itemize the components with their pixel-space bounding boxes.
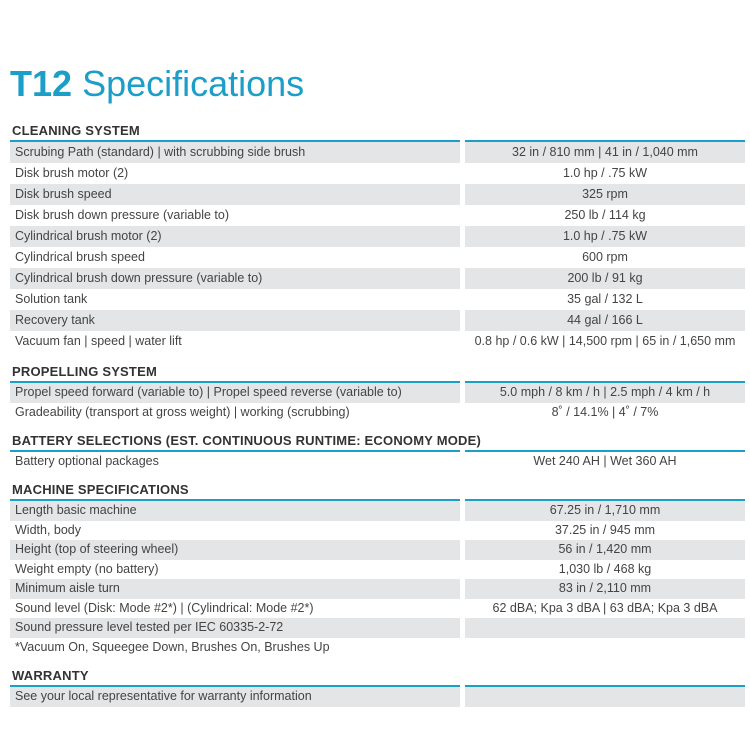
spec-value: [465, 638, 745, 658]
page-title: [10, 62, 304, 106]
spec-label: Disk brush down pressure (variable to): [15, 208, 229, 222]
spec-row: [10, 618, 745, 638]
spec-row: [10, 579, 745, 599]
section-heading: PROPELLING SYSTEM: [12, 364, 157, 379]
spec-row: [10, 226, 745, 247]
spec-label: Disk brush speed: [10, 184, 460, 205]
spec-row: [10, 247, 745, 268]
section-propelling-system: [10, 364, 745, 422]
spec-row: [10, 331, 745, 352]
spec-label: Length basic machine: [10, 501, 460, 521]
spec-row: [10, 289, 745, 310]
spec-row: [10, 599, 745, 619]
spec-value: [465, 687, 745, 707]
section-heading: WARRANTY: [12, 668, 89, 683]
spec-value: 56 in / 1,420 mm: [465, 540, 745, 560]
spec-row: [10, 501, 745, 521]
spec-row: [10, 383, 745, 403]
section-cleaning-system: [10, 123, 745, 352]
section-heading: CLEANING SYSTEM: [12, 123, 140, 138]
section-warranty: [10, 668, 745, 707]
spec-value: 200 lb / 91 kg: [465, 268, 745, 289]
spec-row: [10, 268, 745, 289]
spec-row: [10, 687, 745, 707]
section-battery-selections: [10, 433, 745, 472]
spec-row: [10, 403, 745, 423]
spec-row: [10, 521, 745, 541]
spec-row: [10, 310, 745, 331]
spec-label: See your local representative for warranty information: [10, 687, 460, 707]
title-model: T12: [10, 63, 73, 104]
spec-label: Propel speed forward (variable to) | Propel speed reverse (variable to): [10, 383, 460, 403]
spec-label: Sound pressure level tested per IEC 60335-2-72: [10, 618, 460, 638]
spec-value: 8˚ / 14.1% | 4˚ / 7%: [551, 404, 659, 419]
spec-value: 325 rpm: [465, 184, 745, 205]
spec-value: 32 in / 810 mm | 41 in / 1,040 mm: [465, 142, 745, 163]
spec-value: 600 rpm: [582, 250, 628, 264]
spec-value: 5.0 mph / 8 km / h | 2.5 mph / 4 km / h: [465, 383, 745, 403]
title-word: Specifications: [82, 63, 305, 104]
spec-value: 1.0 hp / .75 kW: [465, 226, 745, 247]
spec-row: [10, 163, 745, 184]
spec-row: [10, 638, 745, 658]
spec-label: Minimum aisle turn: [10, 579, 460, 599]
spec-value: 44 gal / 166 L: [465, 310, 745, 331]
spec-value: [465, 618, 745, 638]
spec-row: [10, 540, 745, 560]
spec-label: Cylindrical brush down pressure (variable to): [10, 268, 460, 289]
spec-value: Wet 240 AH | Wet 360 AH: [533, 454, 677, 468]
spec-value: 0.8 hp / 0.6 kW | 14,500 rpm | 65 in / 1,650 mm: [474, 334, 736, 348]
section-heading: BATTERY SELECTIONS (EST. CONTINUOUS RUNTIME: ECONOMY MODE): [12, 433, 482, 448]
spec-label: Weight empty (no battery): [15, 561, 159, 576]
spec-label: Height (top of steering wheel): [10, 540, 460, 560]
spec-label: Battery optional packages: [15, 454, 159, 468]
spec-value: 1.0 hp / .75 kW: [562, 166, 648, 180]
spec-label: Scrubing Path (standard) | with scrubbing side brush: [10, 142, 460, 163]
spec-value: 1,030 lb / 468 kg: [558, 561, 652, 576]
spec-label: Disk brush motor (2): [15, 166, 129, 180]
spec-value: 62 dBA; Kpa 3 dBA | 63 dBA; Kpa 3 dBA: [492, 600, 718, 615]
spec-value: 250 lb / 114 kg: [564, 208, 646, 222]
spec-label: Sound level (Disk: Mode #2*) | (Cylindrical: Mode #2*): [15, 600, 314, 615]
spec-label: Cylindrical brush speed: [15, 250, 145, 264]
spec-label: Solution tank: [15, 292, 88, 306]
spec-label: Gradeability (transport at gross weight) | working (scrubbing): [15, 404, 350, 419]
spec-value: 67.25 in / 1,710 mm: [465, 501, 745, 521]
spec-label: Vacuum fan | speed | water lift: [15, 334, 182, 348]
spec-row: [10, 560, 745, 580]
spec-row: [10, 142, 745, 163]
spec-row: [10, 452, 745, 472]
spec-label: Recovery tank: [10, 310, 460, 331]
spec-value: 35 gal / 132 L: [567, 292, 643, 306]
spec-row: [10, 205, 745, 226]
spec-value: 37.25 in / 945 mm: [554, 522, 656, 537]
spec-value: 83 in / 2,110 mm: [465, 579, 745, 599]
spec-label: *Vacuum On, Squeegee Down, Brushes On, Brushes Up: [15, 639, 330, 654]
spec-label: Cylindrical brush motor (2): [10, 226, 460, 247]
section-heading: MACHINE SPECIFICATIONS: [12, 482, 189, 497]
spec-row: [10, 184, 745, 205]
spec-label: Width, body: [15, 522, 82, 537]
section-machine-specifications: [10, 482, 745, 657]
